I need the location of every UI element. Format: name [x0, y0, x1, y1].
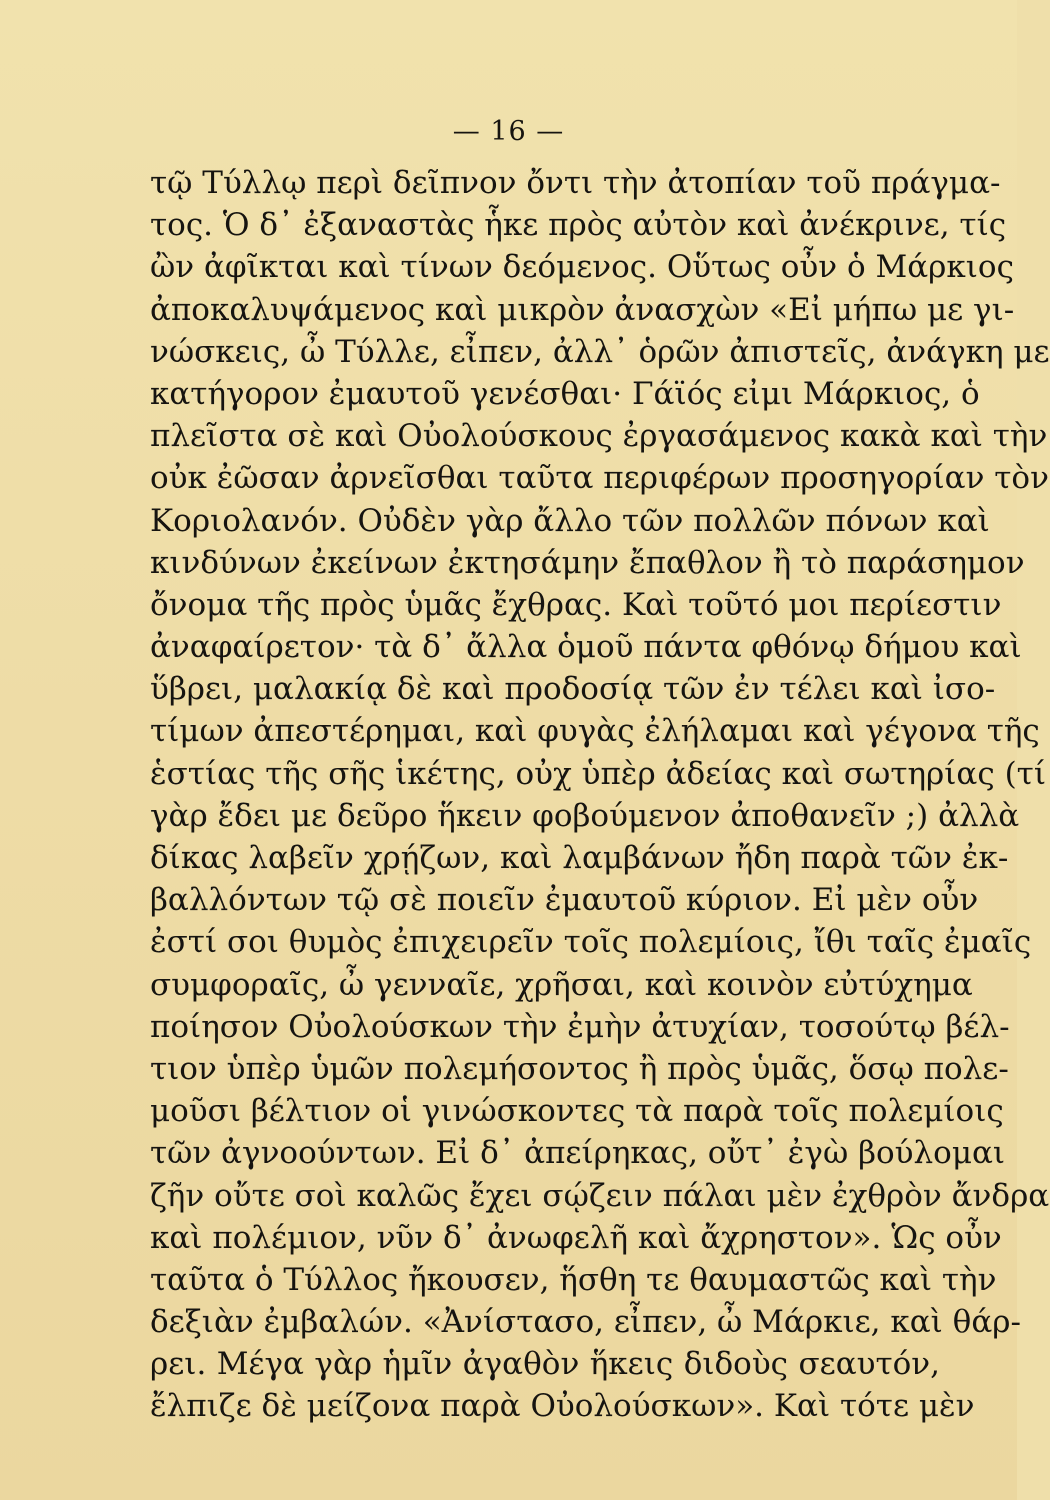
text-line: ταῦτα ὁ Τύλλος ἤκουσεν, ἥσθη τε θαυμαστῶς καὶ τὴν [150, 1261, 997, 1298]
text-line: τιον ὑπὲρ ὑμῶν πολεμήσοντος ἢ πρὸς ὑμᾶς, ὅσῳ πολε- [150, 1050, 1009, 1087]
text-line: δεξιὰν ἐμβαλών. «Ἀνίστασο, εἶπεν, ὦ Μάρκιε, καὶ θάρ- [150, 1304, 1021, 1341]
text-line: κινδύνων ἐκείνων ἐκτησάμην ἔπαθλον ἢ τὸ παράσημον [150, 544, 1025, 581]
text-line: ὕβρει, μαλακίᾳ δὲ καὶ προδοσίᾳ τῶν ἐν τέλει καὶ ἰσο- [150, 671, 996, 708]
text-line: νώσκεις, ὦ Τύλλε, εἶπεν, ἀλλ᾽ ὁρῶν ἀπιστεῖς, ἀνάγκη με [150, 333, 1050, 370]
text-line: ἀποκαλυψάμενος καὶ μικρὸν ἀνασχὼν «Εἰ μήπω με γι- [150, 291, 1015, 328]
text-line: τος. Ὁ δ᾽ ἐξαναστὰς ἧκε πρὸς αὐτὸν καὶ ἀνέκρινε, τίς [150, 207, 1007, 244]
text-line: βαλλόντων τῷ σὲ ποιεῖν ἐμαυτοῦ κύριον. Εἰ μὲν οὖν [150, 882, 979, 919]
text-line: τῷ Τύλλῳ περὶ δεῖπνον ὄντι τὴν ἀτοπίαν τοῦ πράγμα- [150, 165, 1001, 201]
text-line: ὢν ἀφῖκται καὶ τίνων δεόμενος. Οὕτως οὖν ὁ Μάρκιος [150, 249, 1014, 286]
text-line: κατήγορον ἐμαυτοῦ γενέσθαι· Γάϊός εἰμι Μάρκιος, ὁ [150, 375, 980, 412]
body-text [150, 162, 1050, 1428]
text-line: ὄνομα τῆς πρὸς ὑμᾶς ἔχθρας. Καὶ τοῦτό μοι περίεστιν [150, 586, 1002, 623]
text-line: ζῆν οὔτε σοὶ καλῶς ἔχει σῴζειν πάλαι μὲν ἐχθρὸν ἄνδρα [150, 1177, 1050, 1214]
page-number: — 16 — [452, 116, 565, 147]
text-line: ἐστί σοι θυμὸς ἐπιχειρεῖν τοῖς πολεμίοις, ἴθι ταῖς ἐμαῖς [150, 924, 1032, 961]
text-line: οὐκ ἐῶσαν ἀρνεῖσθαι ταῦτα περιφέρων προσηγορίαν τὸν [150, 460, 1049, 497]
text-line: καὶ πολέμιον, νῦν δ᾽ ἀνωφελῆ καὶ ἄχρηστον». Ὡς οὖν [150, 1219, 1002, 1256]
text-line: Κοριολανόν. Οὐδὲν γὰρ ἄλλο τῶν πολλῶν πόνων καὶ [150, 502, 990, 539]
text-line: γὰρ ἔδει με δεῦρο ἥκειν φοβούμενον ἀποθανεῖν ;) ἀλλὰ [150, 797, 1020, 834]
text-line: συμφοραῖς, ὦ γενναῖε, χρῆσαι, καὶ κοινὸν εὐτύχημα [150, 966, 973, 1003]
text-line: τῶν ἀγνοούντων. Εἰ δ᾽ ἀπείρηκας, οὔτ᾽ ἐγὼ βούλομαι [150, 1135, 1006, 1172]
text-line: ἀναφαίρετον· τὰ δ᾽ ἄλλα ὁμοῦ πάντα φθόνῳ δήμου καὶ [150, 629, 1022, 666]
text-line: ποίησον Οὐολούσκων τὴν ἐμὴν ἀτυχίαν, τοσούτῳ βέλ- [150, 1008, 1010, 1045]
text-line: ἑστίας τῆς σῆς ἱκέτης, οὐχ ὑπὲρ ἀδείας καὶ σωτηρίας (τί [150, 755, 1046, 792]
text-line: ρει. Μέγα γὰρ ἡμῖν ἀγαθὸν ἥκεις διδοὺς σεαυτόν, [150, 1346, 940, 1383]
text-line: τίμων ἀπεστέρημαι, καὶ φυγὰς ἐλήλαμαι καὶ γέγονα τῆς [150, 713, 1040, 750]
text-line: μοῦσι βέλτιον οἱ γινώσκοντες τὰ παρὰ τοῖς πολεμίοις [150, 1093, 1004, 1130]
text-line: δίκας λαβεῖν χρῄζων, καὶ λαμβάνων ἤδη παρὰ τῶν ἐκ- [150, 840, 1009, 876]
text-line: πλεῖστα σὲ καὶ Οὐολούσκους ἐργασάμενος κακὰ καὶ τὴν [150, 418, 1048, 455]
text-line: ἔλπιζε δὲ μείζονα παρὰ Οὐολούσκων». Καὶ τότε μὲν [150, 1388, 975, 1425]
